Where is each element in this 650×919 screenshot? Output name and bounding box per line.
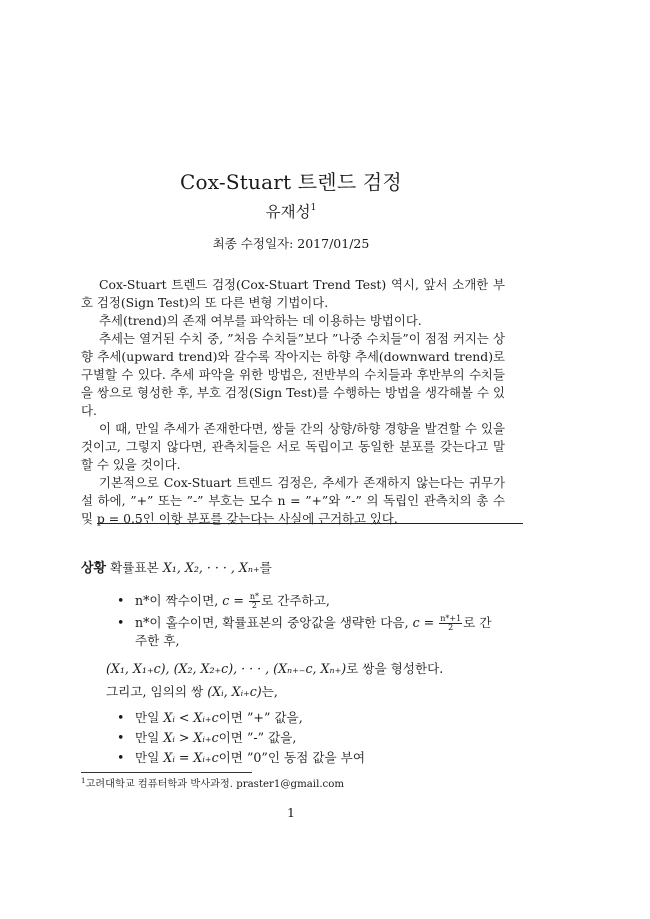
then-math: (Xᵢ, Xᵢ₊c) bbox=[207, 684, 262, 699]
then-suffix: 는, bbox=[261, 684, 278, 699]
rule-less-math: Xᵢ < Xᵢ₊c bbox=[163, 710, 219, 725]
sample-math: X₁, X₂, · · · , Xₙ₊ bbox=[162, 560, 260, 575]
situation-label: 상황 bbox=[81, 561, 107, 576]
bullet-icon: • bbox=[117, 615, 125, 630]
document-title: Cox-Stuart 트렌드 검정 bbox=[180, 170, 402, 194]
fraction-denominator: 2 bbox=[448, 623, 454, 632]
odd-case-c-lhs: c = bbox=[412, 615, 435, 630]
odd-case-fraction bbox=[439, 615, 462, 632]
pairs-math: (X₁, X₁₊c), (X₂, X₂₊c), · · · , (Xₙ₊₋c, Xₙ₊) bbox=[106, 661, 347, 676]
pairs-line bbox=[106, 658, 443, 677]
situation-heading-line bbox=[81, 557, 581, 576]
bullet-icon: • bbox=[117, 593, 125, 608]
fraction-numerator: n*+1 bbox=[440, 614, 462, 623]
rule-greater-prefix: 만일 bbox=[135, 730, 160, 745]
abstract-paragraph-1: Cox-Stuart 트렌드 검정(Cox-Stuart Trend Test) 역시, 앞서 소개한 부호 검정(Sign Test)의 또 다른 변형 기법이다. bbox=[81, 277, 505, 310]
odd-case-continuation: 주한 후, bbox=[135, 633, 180, 648]
section-divider bbox=[97, 523, 523, 524]
even-case-suffix: 로 간주하고, bbox=[261, 593, 330, 608]
bullet-icon: • bbox=[117, 750, 125, 765]
page-number: 1 bbox=[287, 805, 295, 820]
even-case-fraction bbox=[249, 593, 260, 610]
rule-less-suffix: 이면 ”+” 값을, bbox=[218, 710, 303, 725]
abstract bbox=[81, 276, 505, 528]
even-case-text: n*이 짝수이면, bbox=[135, 593, 219, 608]
abstract-paragraph-5: 기본적으로 Cox-Stuart 트렌드 검정은, 추세가 존재하지 않는다는 귀무가설 하에, ”+” 또는 ”-” 부호는 모수 n = ”+”와 ”-” 의 독립인 관측치의 총 수 및 p = 0.5인 이항 분포를 갖는다는 사실에 근거하고 있다. bbox=[81, 475, 505, 526]
bullet-icon: • bbox=[117, 710, 125, 725]
revision-date: 최종 수정일자: 2017/01/25 bbox=[212, 236, 370, 251]
abstract-paragraph-4: 이 때, 만일 추세가 존재한다면, 쌍들 간의 상향/하향 경향을 발견할 수 있을 것이고, 그렇지 않다면, 관측치들은 서로 독립이고 동일한 분포를 갖는다고 말할 수 있을 것이다. bbox=[81, 421, 505, 472]
footnote-text: 고려대학교 컴퓨터학과 박사과정. praster1@gmail.com bbox=[85, 779, 345, 790]
situation-intro-suffix: 를 bbox=[259, 560, 272, 575]
author-footnote-mark: 1 bbox=[310, 203, 317, 213]
fraction-denominator: 2 bbox=[251, 601, 258, 610]
situation-intro-text: 확률표본 bbox=[110, 560, 159, 575]
abstract-paragraph-3: 추세는 열거된 수치 중, ”처음 수치들”보다 ”나중 수치들”이 점점 커지는 상향 추세(upward trend)와 갈수록 작아지는 하향 추세(downward trend)로 구별할 수 있다. 추세 파악을 위한 방법은, 전반부의 수치들과 후반부의 수치들을 쌍으로 형성한 후, 부호 검정(Sign Test)를 수행하는 방법을 생각해볼 수 있다. bbox=[81, 331, 505, 418]
pairs-suffix: 로 쌍을 형성한다. bbox=[346, 661, 444, 676]
rule-equal-prefix: 만일 bbox=[135, 750, 160, 765]
rule-equal-suffix: 이면 ”0”인 동점 값을 부여 bbox=[218, 750, 366, 765]
footnote-divider bbox=[81, 772, 252, 773]
odd-case-suffix: 로 간 bbox=[463, 615, 492, 630]
then-line bbox=[106, 681, 278, 700]
fraction-numerator: n* bbox=[249, 592, 260, 601]
bullet-icon: • bbox=[117, 730, 125, 745]
rule-greater-suffix: 이면 ”-” 값을, bbox=[218, 730, 297, 745]
rule-greater-math: Xᵢ > Xᵢ₊c bbox=[163, 730, 219, 745]
even-case-c-lhs: c = bbox=[222, 593, 244, 608]
author-line bbox=[0, 200, 582, 222]
abstract-paragraph-2: 추세(trend)의 존재 여부를 파악하는 데 이용하는 방법이다. bbox=[99, 313, 422, 328]
odd-case-text: n*이 홀수이면, 확률표본의 중앙값을 생략한 다음, bbox=[135, 615, 409, 630]
author-name: 유재성 bbox=[265, 203, 311, 221]
footnote bbox=[81, 775, 344, 790]
then-text: 그리고, 임의의 쌍 bbox=[106, 684, 204, 699]
rule-equal-math: Xᵢ = Xᵢ₊c bbox=[163, 750, 219, 765]
rule-less-prefix: 만일 bbox=[135, 710, 160, 725]
footnote-mark: 1 bbox=[81, 777, 86, 785]
